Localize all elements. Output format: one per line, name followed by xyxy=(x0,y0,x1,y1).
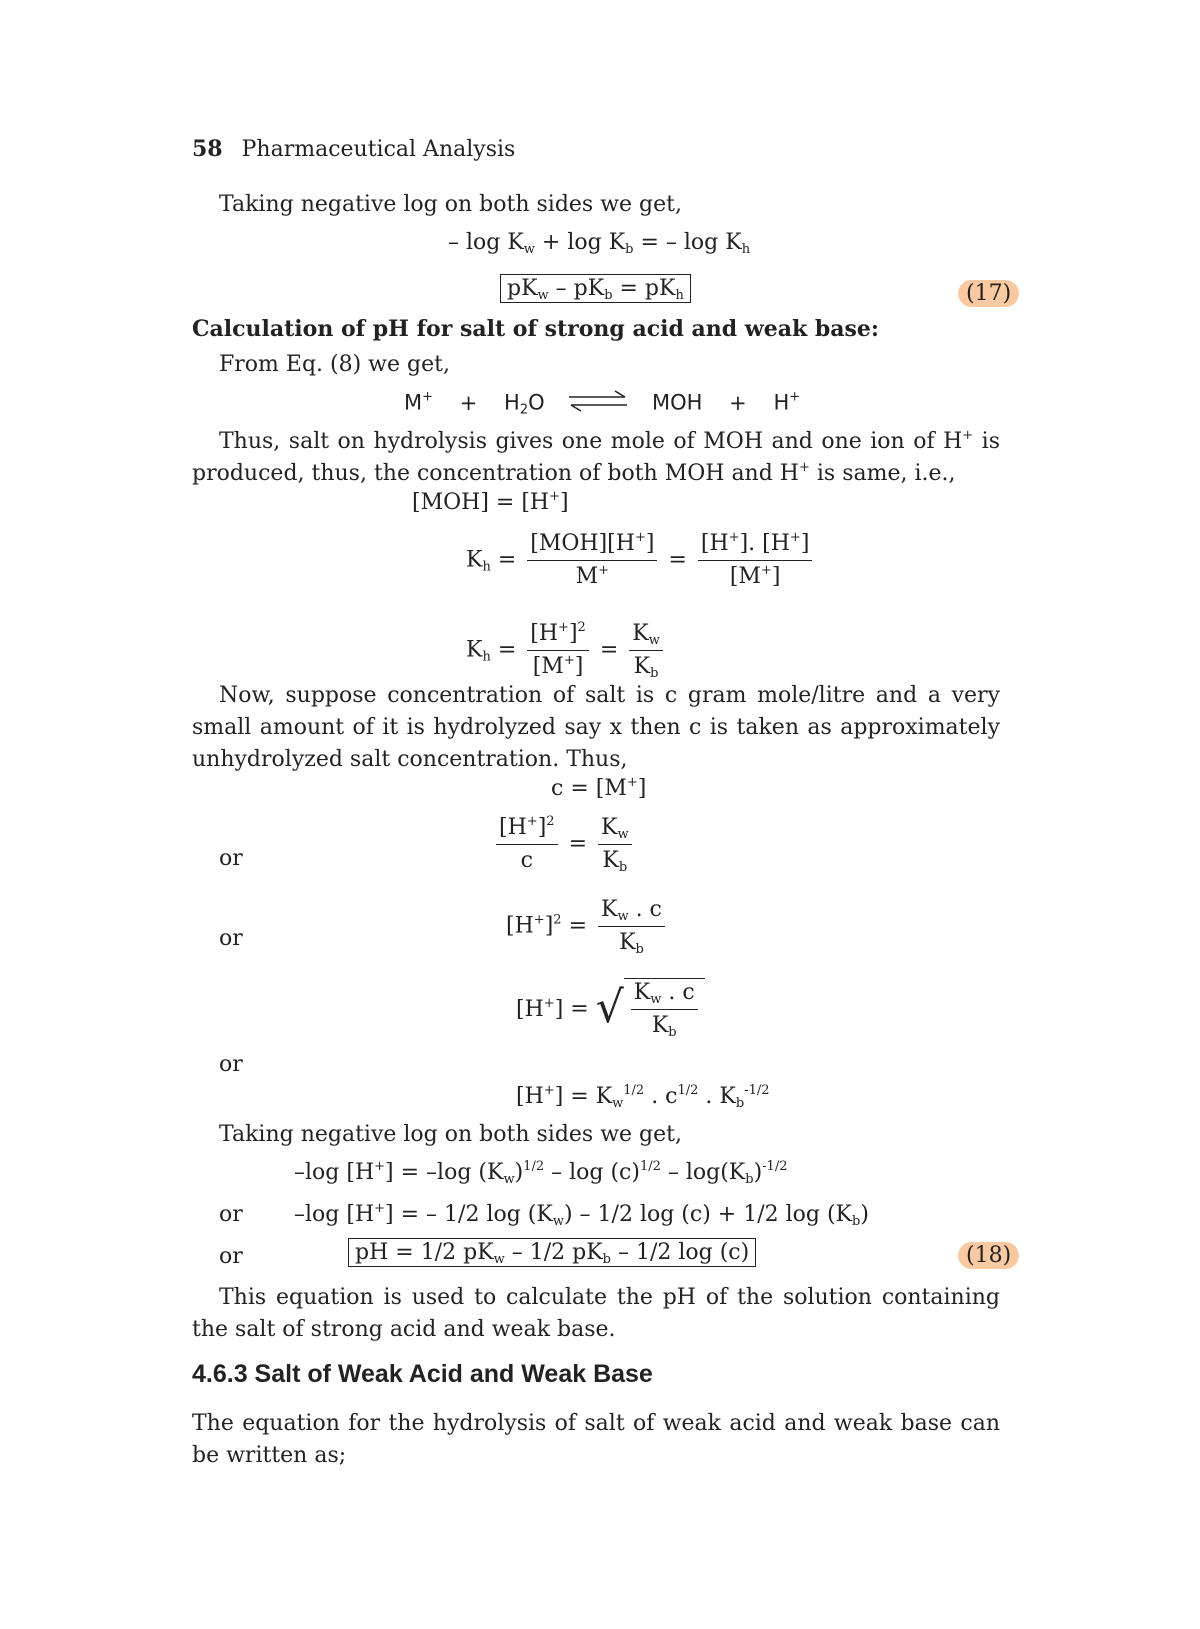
hydrolysis-reaction: $M^+ + H_2O$ MOH + H+ xyxy=(404,389,801,418)
equation-h-powers: $[H^+] = K_w^{1/2}$ . $c^{1/2}$ . $K_b^{-1/2}$ xyxy=(516,1083,770,1111)
or-label-4: or xyxy=(219,1202,243,1227)
or-label-2: or xyxy=(219,926,243,951)
equation-h-sqrt: [H+] = √ $\frac{K_w . c}{K_b}$ xyxy=(516,978,705,1040)
running-title: Pharmaceutical Analysis xyxy=(241,137,516,162)
equation-18-box: pH = 1/2 $pK_w - 1/2$ $pK_b - 1/2$ log (c) xyxy=(348,1238,756,1267)
equation-h2-over-c: $\frac{[H^+]^2}{c}$ = $\frac{K_w}{K_b}$ xyxy=(492,814,636,875)
or-label-3: or xyxy=(219,1052,243,1077)
paragraph-now: Now, suppose concentration of salt is c gram mole/litre and a very small amount of it is hydrolyzed say x then c is taken as approximately unhydrolyzed salt concentration. Thus, xyxy=(192,683,1000,772)
equation-kh-2: $K_h$ = $\frac{[H^+]^2}{[M^+]}$ = $\frac{K_w}{K_b}$ xyxy=(466,620,667,681)
equation-18-number: (18) xyxy=(958,1242,1019,1269)
section-heading: 4.6.3 Salt of Weak Acid and Weak Base xyxy=(192,1360,653,1388)
equation-neg-log-1: –log [H+] = –log $(K_w)^{1/2}$ – $\log (c)^{1/2} - \log(K_b)^{-1/2}$ xyxy=(294,1159,788,1187)
equation-moh-eq-h: [MOH] = [H+] xyxy=(412,489,569,515)
equation-17-number: (17) xyxy=(958,280,1019,307)
equation-h2-eq: $[H^+]^2$ = $\frac{K_w . c}{K_b}$ xyxy=(506,896,669,957)
paragraph-conclusion: This equation is used to calculate the pH of the solution containing the salt of strong acid and weak base. xyxy=(192,1285,1000,1342)
or-label-1: or xyxy=(219,846,243,871)
square-root: √ $\frac{K_w . c}{K_b}$ xyxy=(596,978,705,1040)
equation-log-k: – $\log K_w + \log K_b$ = – $\log K_h$ xyxy=(448,230,751,257)
paragraph-thus: Thus, salt on hydrolysis gives one mole of MOH and one ion of H+ is produced, thus, the concentration of both MOH and H+ is same, i.e., xyxy=(192,428,1001,486)
page-number: 58 xyxy=(192,136,223,162)
radical-sign-icon: √ xyxy=(595,982,624,1033)
equilibrium-arrow-icon xyxy=(567,390,629,417)
subsection-title: Calculation of pH for salt of strong acid and weak base: xyxy=(192,316,880,342)
running-header xyxy=(192,136,515,162)
equation-17-box: $pK_w - pK_b = pK_h$ xyxy=(500,274,691,303)
or-label-5: or xyxy=(219,1244,243,1269)
intro-line-1: Taking negative log on both sides we get, xyxy=(219,192,682,217)
equation-kh-1: $K_h$ = $\frac{[MOH][H^+]}{M^+}$ = $\frac{[H^+]. [H^+]}{[M^+]}$ xyxy=(466,530,816,591)
paragraph-final: The equation for the hydrolysis of salt of weak acid and weak base can be written as; xyxy=(192,1411,1000,1468)
equation-neg-log-2: –log [H+] = – 1/2 $\log (K_w) - 1/2$ log (c) + 1/2 $\log (K_b)$ xyxy=(294,1201,869,1229)
equation-c-eq-m: c = [M+] xyxy=(551,775,647,801)
intro-line-2: Taking negative log on both sides we get, xyxy=(219,1122,682,1147)
from-eq-line: From Eq. (8) we get, xyxy=(219,352,450,377)
